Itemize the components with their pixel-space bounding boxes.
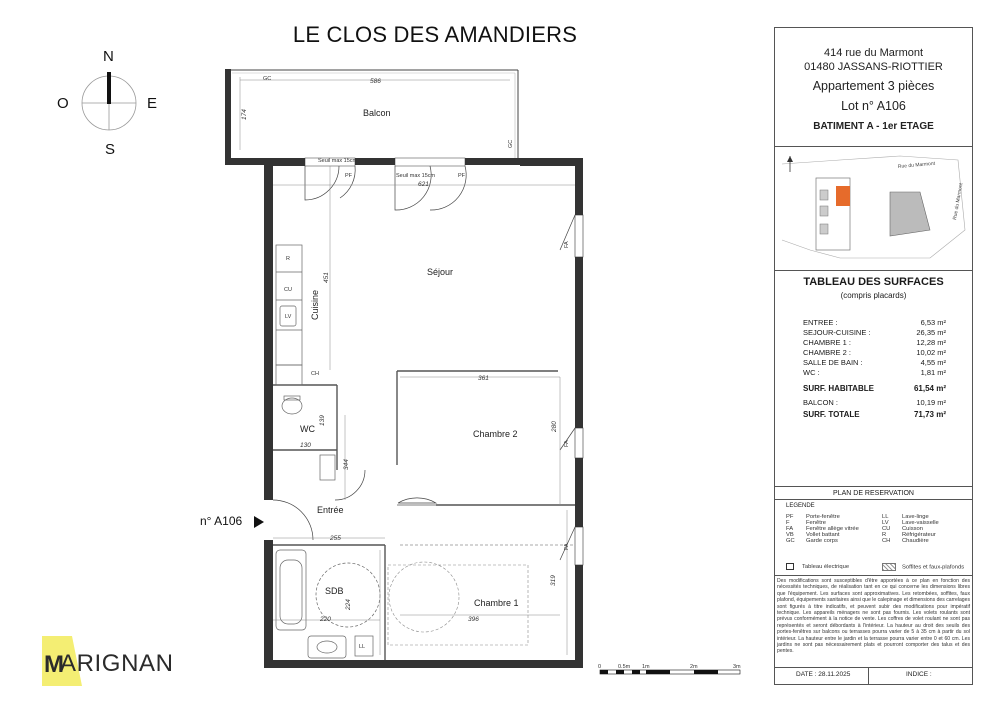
tableau-electrique-icon — [786, 563, 794, 570]
legend-item: VB Vollet battant — [786, 532, 840, 538]
plan-indice: INDICE : — [906, 671, 932, 678]
dim-chambre1-depth: 319 — [550, 575, 557, 586]
location-map — [780, 150, 968, 266]
label-ch: CH — [311, 371, 319, 377]
label-seuil-2: Seuil max 15cm — [396, 173, 436, 179]
legend-soffites: Soffites et faux-plafonds — [882, 563, 964, 571]
label-fa-3: FA — [564, 543, 570, 550]
dim-wc-depth: 139 — [319, 415, 326, 426]
legend-item: PF Porte-fenêtre — [786, 514, 840, 520]
compass-east: E — [147, 95, 158, 112]
label-fa-2: FA — [564, 440, 570, 447]
exterior-walls — [264, 158, 583, 668]
dim-chambre1-width: 396 — [468, 616, 479, 623]
compass-west: O — [57, 95, 69, 112]
label-pf-1: PF — [345, 173, 353, 179]
surface-totale-label: SURF. TOTALE — [803, 410, 860, 419]
dim-sdb-width: 220 — [320, 616, 331, 623]
dim-chambre2-depth: 280 — [551, 421, 558, 432]
compass-south: S — [105, 141, 116, 158]
legend-item: LL Lave-linge — [882, 514, 929, 520]
legend-item: CH Chaudière — [882, 538, 929, 544]
room-balcon: Balcon — [363, 108, 391, 118]
divider — [774, 575, 973, 576]
surface-label: SALLE DE BAIN : — [803, 358, 863, 367]
surface-label: ENTREE : — [803, 318, 838, 327]
surface-habitable-label: SURF. HABITABLE — [803, 384, 874, 393]
dim-entree-width: 255 — [330, 535, 341, 542]
dim-balcon-depth: 174 — [241, 109, 248, 120]
label-ll: LL — [359, 644, 366, 650]
legend-tableau: Tableau électrique — [786, 563, 849, 570]
surface-balcon-row — [803, 398, 946, 407]
dim-wc-width: 130 — [300, 442, 311, 449]
surface-totale-row — [803, 410, 946, 419]
dim-couloir: 344 — [343, 459, 350, 470]
surface-totale-value: 71,73 m² — [913, 410, 946, 419]
scale-tick-05: 0.5m — [618, 664, 631, 670]
surface-balcon-label: BALCON : — [803, 398, 839, 407]
legend-item: GC Garde corps — [786, 538, 838, 544]
page-title: LE CLOS DES AMANDIERS — [292, 22, 578, 47]
divider — [774, 486, 973, 487]
building-floor: BATIMENT A - 1er ETAGE — [813, 121, 934, 132]
surfaces-title: TABLEAU DES SURFACES — [803, 276, 944, 288]
lot-number: Lot n° A106 — [841, 99, 906, 113]
label-pf-2: PF — [458, 173, 466, 179]
plan-date: DATE : 28.11.2025 — [796, 671, 851, 678]
dim-chambre2-width: 361 — [478, 375, 489, 382]
legend-right — [882, 514, 939, 544]
compass-north: N — [103, 48, 114, 65]
surface-value: 12,28 m² — [916, 338, 946, 347]
legend-title: LEGENDE — [786, 503, 815, 509]
surface-label: SEJOUR-CUISINE : — [803, 328, 871, 337]
dim-sdb-depth: 224 — [345, 599, 352, 610]
address-line1: 414 rue du Marmont — [823, 47, 924, 59]
legend-item: CU Cuisson — [882, 526, 923, 532]
surface-value: 6,53 m² — [920, 318, 946, 327]
dim-balcon-width: 586 — [370, 78, 381, 85]
legal-note: Des modifications sont susceptibles d'être apportées à ce plan en fonction des nécessités techniques, de réalisation tant en ce qui concerne les dimensions libres que l'équipement. Les surfaces sont approximatives. Les retombées, soffites, faux plafond, équipements sanitaires ainsi que le calepinage et dimensions des carrelages sont figurés à titre indicatifs, et peuvent subir des modifications pour impératif technique. Les appareils ménagers ne sont pas fournis. Les volets roulants sont prévus conformément à la notice de vente. Les coffres de volet roulant ne sont pas représentés et seront débordants à l'intérieur. La hauteur au droit des seuils des portes-fenêtres sur balcons ou terrasses pourra varier de 5 à 35 cm à partir du sol intérieur. La hauteur entre le jardin et la terrasse pourra varier entre 0 et 60 cm. Les jardins ne sont pas nécessairement plats et pourront comporter des talus et des pentes. — [777, 578, 970, 655]
scale-bar — [598, 664, 741, 674]
room-chambre2: Chambre 2 — [473, 429, 518, 439]
windows — [264, 158, 583, 565]
surface-row — [803, 318, 946, 327]
legend-item: R Réfrigérateur — [882, 532, 936, 538]
label-gc-balcon: GC — [263, 76, 272, 82]
reservation-title: PLAN DE RESERVATION — [833, 490, 914, 497]
surface-habitable-value: 61,54 m² — [913, 384, 946, 393]
label-gc-side: GC — [508, 139, 514, 148]
divider — [868, 667, 869, 684]
map-street-label-2: Rue du Marmont — [952, 182, 965, 221]
room-cuisine: Cuisine — [310, 289, 320, 320]
surface-label: CHAMBRE 1 : — [803, 338, 851, 347]
logo-letter: M — [44, 651, 64, 678]
surface-habitable-row — [803, 384, 946, 393]
surface-row — [803, 368, 946, 377]
divider — [774, 499, 973, 500]
surface-label: CHAMBRE 2 : — [803, 348, 851, 357]
label-r: R — [286, 256, 290, 262]
label-seuil-1: Seuil max 15cm — [318, 158, 358, 164]
legend-left — [786, 514, 859, 544]
surface-value: 26,35 m² — [916, 328, 946, 337]
room-entree: Entrée — [317, 505, 344, 515]
room-wc: WC — [300, 424, 315, 434]
room-sejour: Séjour — [427, 267, 454, 277]
surface-label: WC : — [803, 368, 820, 377]
surface-value: 4,55 m² — [920, 358, 946, 367]
surface-value: 1,81 m² — [920, 368, 946, 377]
surface-row — [803, 358, 946, 367]
door-swings — [273, 166, 575, 560]
surface-row — [803, 328, 946, 337]
divider — [774, 146, 973, 147]
label-cu: CU — [284, 287, 292, 293]
interior-walls — [273, 371, 575, 660]
legend-item: F Fenêtre — [786, 520, 826, 526]
label-lv: LV — [285, 314, 292, 320]
wc-fixtures — [282, 396, 335, 480]
legend-item: LV Lave-vaisselle — [882, 520, 939, 526]
surface-value: 10,02 m² — [916, 348, 946, 357]
surface-balcon-value: 10,19 m² — [916, 398, 946, 407]
surfaces-subtitle: (compris placards) — [840, 291, 907, 300]
scale-tick-3: 3m — [733, 664, 741, 670]
legend-item: FA Fenêtre allège vitrée — [786, 526, 859, 532]
room-chambre1: Chambre 1 — [474, 598, 519, 608]
soffites-hatch-icon — [882, 563, 896, 571]
surface-row — [803, 338, 946, 347]
divider — [774, 667, 973, 668]
logo-text: ARIGNAN — [60, 650, 174, 677]
lot-arrow-icon — [254, 516, 264, 528]
scale-tick-0: 0 — [598, 664, 602, 670]
dim-sejour-width: 621 — [418, 181, 429, 188]
scale-tick-2: 2m — [690, 664, 698, 670]
scale-tick-1: 1m — [642, 664, 650, 670]
address-line2: 01480 JASSANS-RIOTTIER — [804, 61, 943, 73]
label-fa-1: FA — [564, 241, 570, 248]
bathroom-fixtures — [276, 550, 380, 658]
dim-cuisine-length: 451 — [323, 272, 330, 283]
lot-marker: n° A106 — [200, 514, 243, 528]
map-street-label-1: Rue du Marmont — [897, 160, 936, 170]
apartment-type: Appartement 3 pièces — [812, 79, 935, 93]
surface-row — [803, 348, 946, 357]
room-sdb: SDB — [325, 586, 344, 596]
divider — [774, 270, 973, 271]
